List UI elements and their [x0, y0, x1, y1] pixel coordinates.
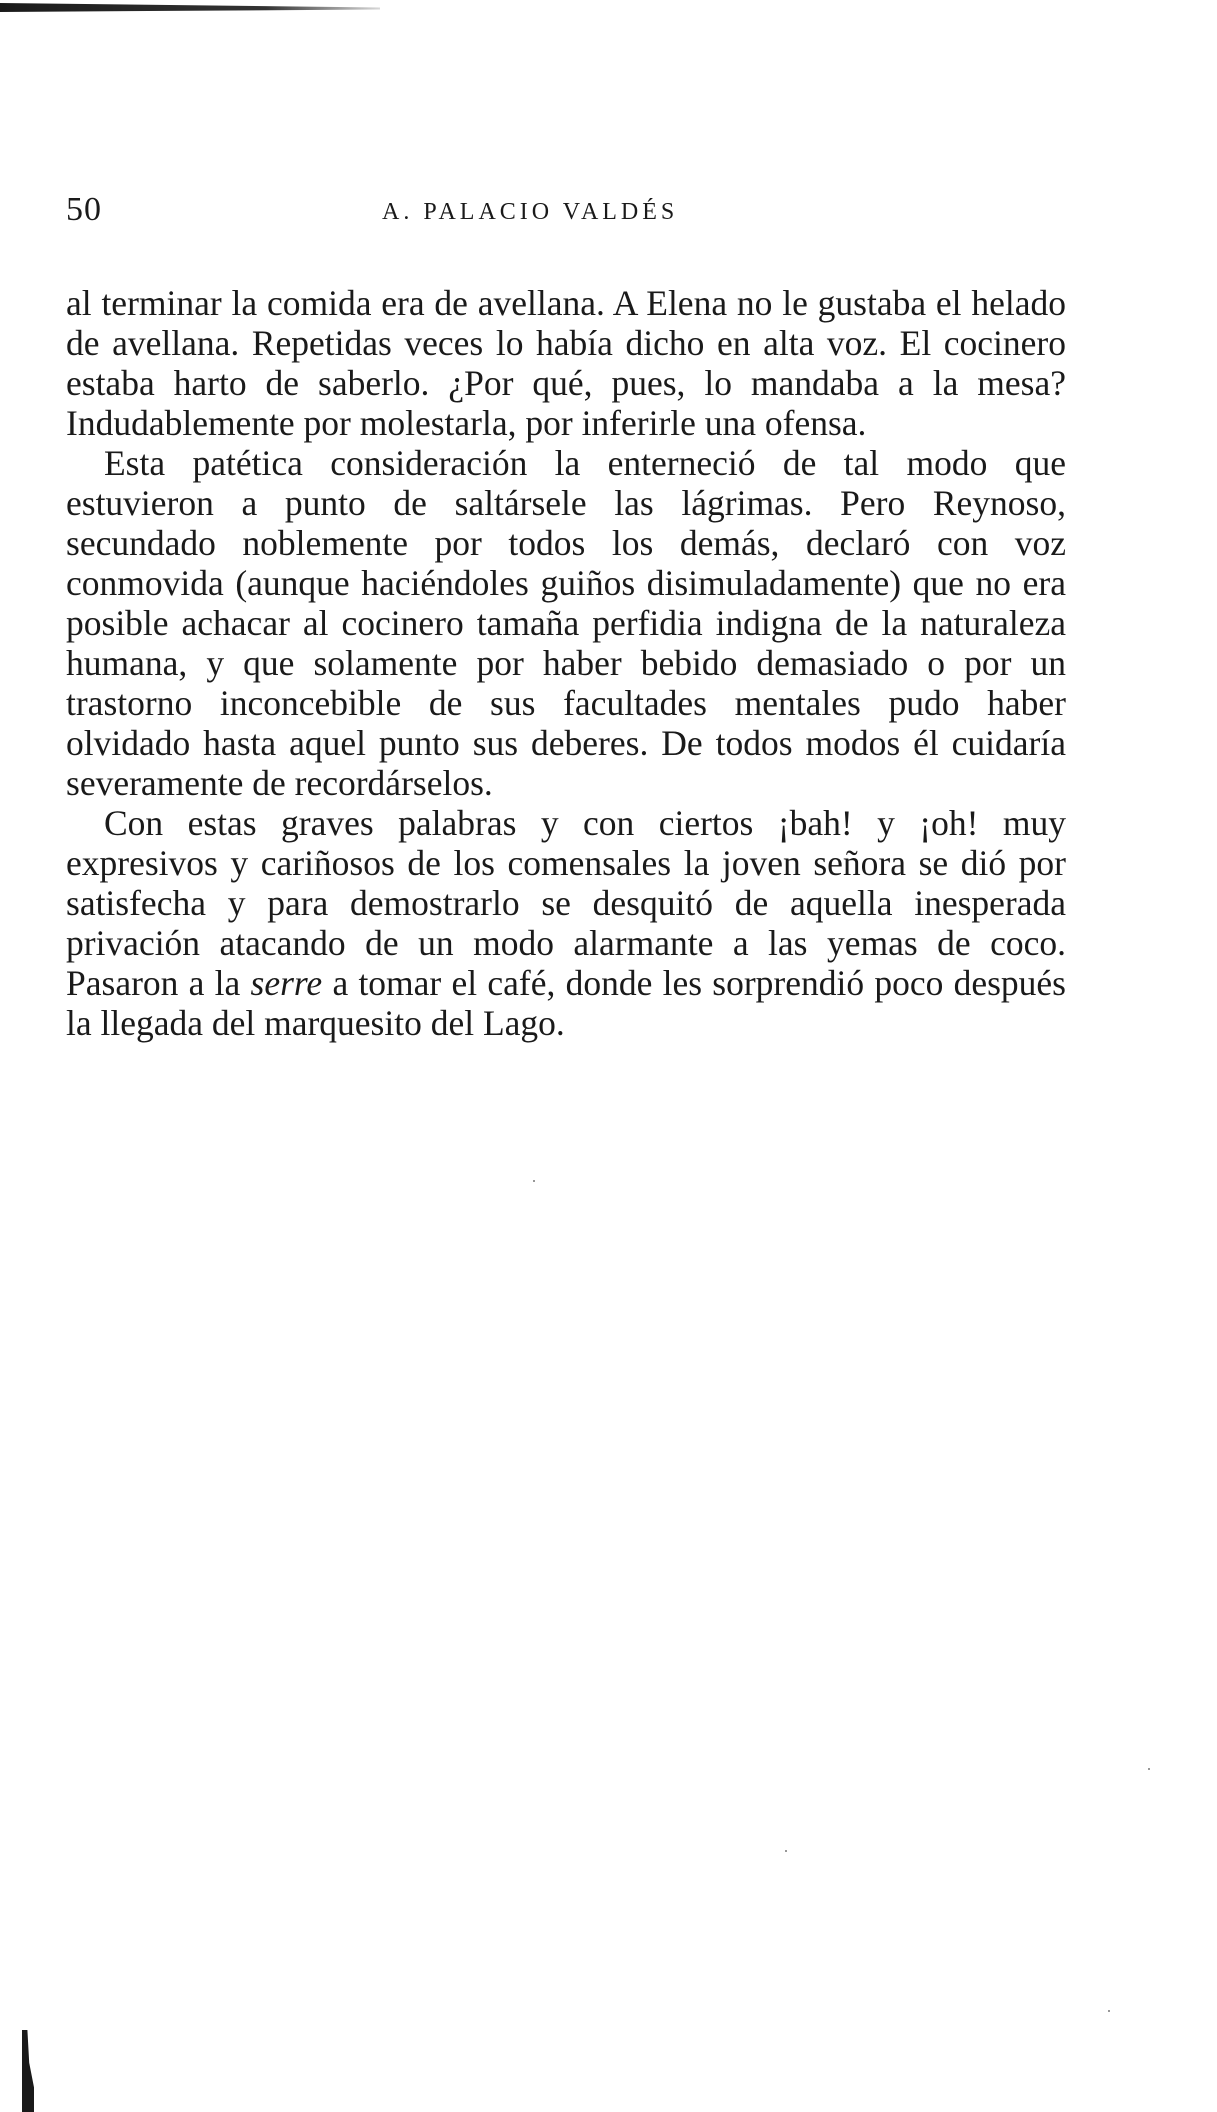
- scan-speck: [533, 1180, 535, 1182]
- scan-speck: [785, 1850, 787, 1852]
- page-number: 50: [66, 191, 102, 228]
- italic-word-serre: serre: [250, 963, 323, 1003]
- running-head: [66, 188, 1066, 238]
- paragraph-1: al terminar la comida era de avellana. A Elena no le gustaba el helado de avellana. Repetidas veces lo había dicho en alta voz. El cocinero estaba harto de saberlo. ¿Por qué, pues, lo mandaba a la mesa? Indudablemente por molestarla, por inferirle una ofensa.: [66, 283, 1066, 443]
- scan-edge-bottom: [22, 2030, 34, 2112]
- paragraph-3-end: a tomar el café, donde les sorprendió poco después la llegada del marquesito del Lago.: [66, 963, 1066, 1043]
- running-head-author: A. PALACIO VALDÉS: [382, 199, 679, 225]
- paragraph-3: [66, 803, 1066, 1043]
- paragraph-2: Esta patética consideración la enterneció de tal modo que estuvieron a punto de saltársele las lágrimas. Pero Reynoso, secundado noblemente por todos los demás, declaró con voz conmovida (aunque haciéndoles guiños disimuladamente) que no era posible achacar al cocinero tamaña perfidia indigna de la naturaleza humana, y que solamente por haber bebido demasiado o por un trastorno inconcebible de sus facultades mentales pudo haber olvidado hasta aquel punto sus deberes. De todos modos él cuidaría severamente de recordárselos.: [66, 443, 1066, 803]
- body-text: [66, 283, 1066, 1043]
- scan-edge-top: [0, 2, 380, 12]
- paragraph-3-start: Con estas graves palabras y con ciertos ¡bah! y ¡oh! muy expresivos y cariñosos de los comensales la joven señora se dió por satisfecha y para demostrarlo se desquitó de aquella inesperada privación atacando de un modo alarmante a las yemas de coco. Pasaron a la: [66, 803, 1066, 1003]
- scan-speck: [1148, 1768, 1150, 1770]
- scan-speck: [1108, 2010, 1110, 2012]
